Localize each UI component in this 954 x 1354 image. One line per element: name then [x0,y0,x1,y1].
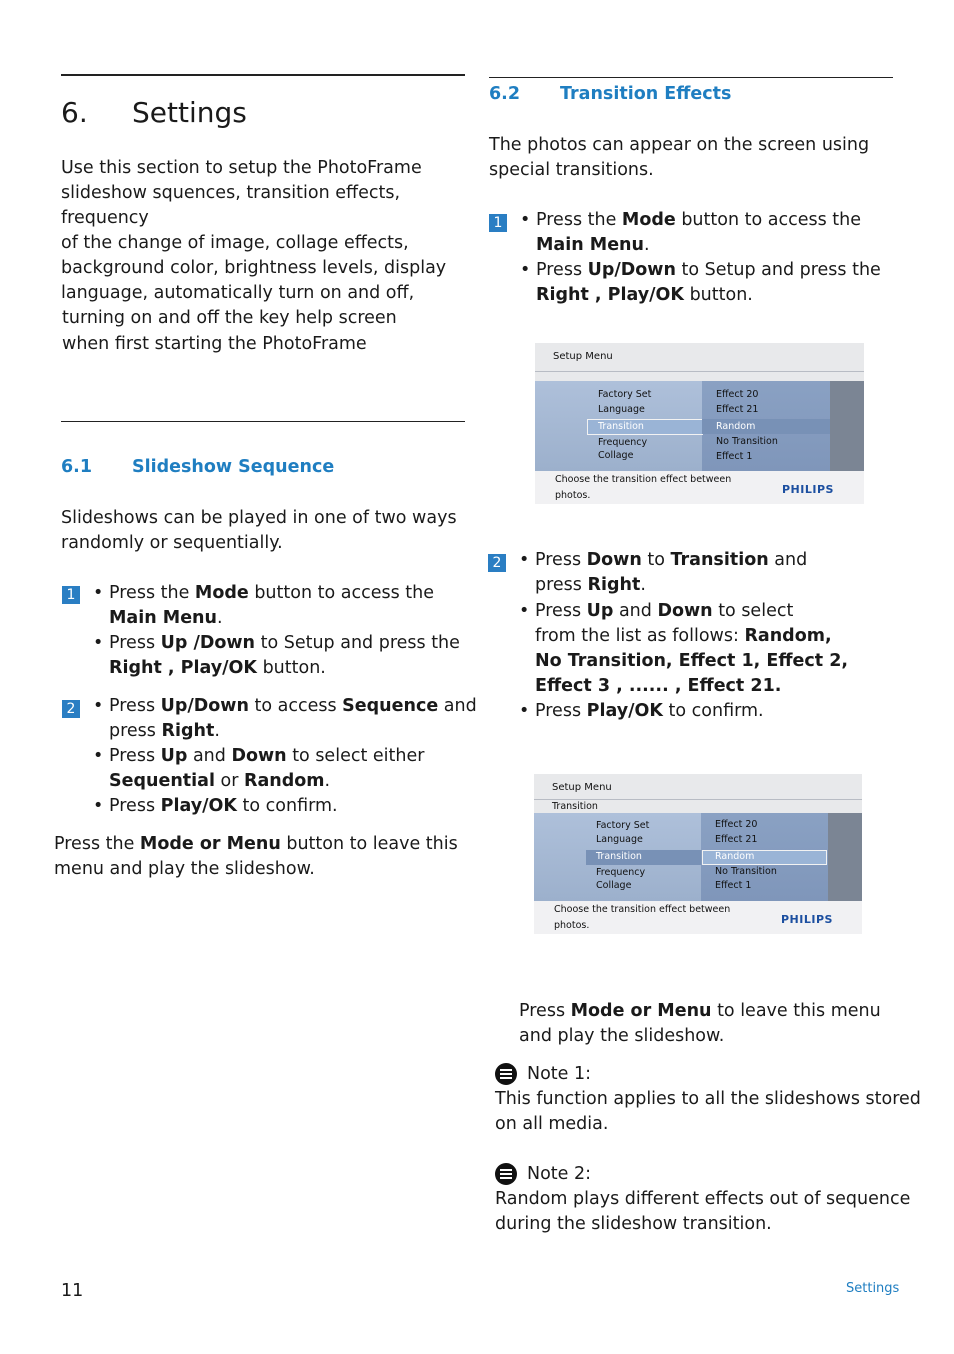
sec61-outro: Press the Mode or Menu button to leave this menu and play the slideshow. [54,834,458,879]
sec62-intro: The photos can appear on the screen using special transitions. [489,135,870,180]
intro-line: language, automatically turn on and off, [61,283,415,303]
sec62-step1-bullet1: • Press the Mode button to access the Main Menu. [520,210,861,255]
top-rule-right [489,77,893,78]
sec62-step1-bullet2: • Press Up/Down to Setup and press the Right , Play/OK button. [520,260,881,305]
header-divider [535,371,864,372]
menu-item-collage: Collage [598,450,634,461]
menu-item-factory-set: Factory Set [598,389,652,400]
sec62-step2-bullet2: • Press Up and Down to select from the list as follows: Random, No Transition, Effect 1, Effect 2, Effect 3 , ...... , Effect 21. [519,601,849,696]
sec61-step2-bullet1: • Press Up/Down to access Sequence and press Right. [93,696,477,741]
step-2-marker: 2 [488,554,506,572]
page-title [61,96,247,129]
sec62-outro: Press Mode or Menu to leave this menu and play the slideshow. [519,1001,881,1046]
screen-header: Setup Menu [552,782,612,793]
chapter-number: 6. [61,96,88,129]
sec61-intro-line: randomly or sequentially. [61,533,283,553]
step-1-marker: 1 [489,214,507,232]
philips-logo: PHILIPS [782,483,834,496]
setup-menu-screenshot-2 [534,774,862,934]
intro-line: turning on and off the key help screen [62,308,397,328]
setup-menu-screenshot-1 [535,343,864,504]
section-title: Transition Effects [560,84,732,104]
page-number: 11 [61,1281,84,1301]
menu-item-transition: Transition [596,851,642,862]
sec61-step2-bullet3: • Press Play/OK to confirm. [93,796,338,816]
help-text: Choose the transition effect between photos. [554,904,731,931]
sec61-step1-bullet2: • Press Up /Down to Setup and press the Right , Play/OK button. [93,633,460,678]
note-2 [495,1162,910,1237]
menu-item-language: Language [598,404,645,415]
step-1-marker: 1 [62,586,80,604]
note-2-text: during the slideshow transition. [495,1214,772,1234]
screen-edge [828,813,862,901]
menu-item-language: Language [596,834,643,845]
sec61-intro [61,506,457,556]
note-1 [495,1062,921,1137]
intro-line: slideshow squences, transition effects, frequency [61,183,401,228]
screen-header: Setup Menu [553,351,613,362]
screen-edge [830,381,864,471]
intro-paragraph [61,156,471,357]
screen-subheader: Transition [552,801,598,812]
option-effect-21: Effect 21 [716,404,759,415]
menu-item-transition: Transition [598,421,644,432]
menu-item-factory-set: Factory Set [596,820,650,831]
intro-line: of the change of image, collage effects, [61,233,409,253]
note-1-text: on all media. [495,1114,609,1134]
note-2-text: Random plays different effects out of sequence [495,1189,911,1209]
top-rule-left [61,74,465,76]
section-number: 6.1 [61,457,93,477]
option-random: Random [716,421,756,432]
option-effect-21: Effect 21 [715,834,758,845]
intro-line: when first starting the PhotoFrame [62,334,367,354]
section-heading-6-1 [61,457,334,477]
option-effect-20: Effect 20 [716,389,759,400]
section-heading-6-2 [489,84,731,104]
section-number: 6.2 [489,84,521,104]
note-1-title: Note 1: [527,1064,592,1084]
sec61-step1-bullet1: • Press the Mode button to access the Main Menu. [93,583,434,628]
sec62-step2-bullet1: • Press Down to Transition and press Right. [519,550,808,595]
option-effect-1: Effect 1 [715,880,752,891]
intro-line: Use this section to setup the PhotoFrame [61,158,422,178]
option-no-transition: No Transition [715,866,777,877]
note-2-title: Note 2: [527,1164,592,1184]
option-effect-1: Effect 1 [716,451,753,462]
header-divider [534,799,862,800]
step-2-marker: 2 [62,700,80,718]
section-title: Slideshow Sequence [132,457,335,477]
option-effect-20: Effect 20 [715,819,758,830]
philips-logo: PHILIPS [781,913,833,926]
intro-line: background color, brightness levels, display [61,258,447,278]
section-rule-6-1 [61,421,465,422]
note-1-text: This function applies to all the slideshows stored [495,1089,921,1109]
menu-item-frequency: Frequency [596,867,646,878]
sec61-step2-bullet2: • Press Up and Down to select either Sequential or Random. [93,746,425,791]
chapter-title: Settings [132,96,247,129]
menu-item-frequency: Frequency [598,437,648,448]
menu-item-collage: Collage [596,880,632,891]
option-no-transition: No Transition [716,436,778,447]
help-text: Choose the transition effect between photos. [555,474,732,501]
footer-section-name: Settings [846,1281,900,1296]
sec61-intro-line: Slideshows can be played in one of two ways [61,508,457,528]
sec62-step2-bullet3: • Press Play/OK to confirm. [519,701,764,721]
option-random: Random [715,851,755,862]
